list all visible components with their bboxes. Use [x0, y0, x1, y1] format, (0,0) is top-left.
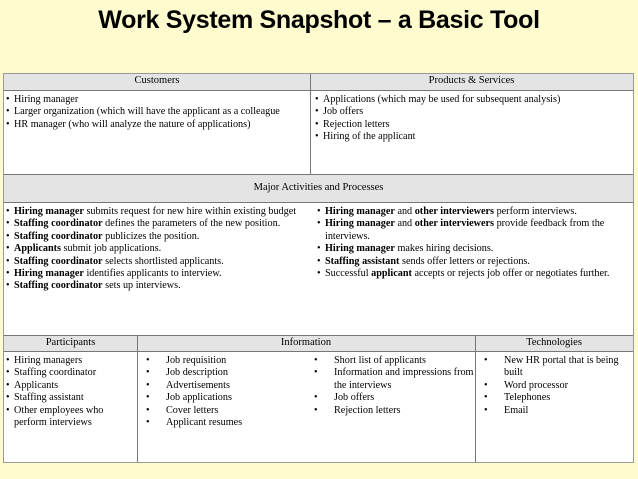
activities-heading: Major Activities and Processes — [253, 182, 384, 193]
information-item: • Job requisition — [138, 355, 306, 367]
activity-item: • Staffing coordinator sets up interviews. — [6, 280, 312, 292]
customer-item: • Hiring manager — [6, 94, 308, 106]
activities-left-list — [6, 206, 312, 293]
technologies-header — [475, 335, 633, 352]
information-col2-cell — [306, 355, 474, 417]
products-list — [315, 94, 631, 144]
customers-cell — [6, 94, 308, 131]
information-item: • Cover letters — [138, 405, 306, 417]
information-item: • Advertisements — [138, 380, 306, 392]
activity-item: • Staffing coordinator publicizes the position. — [6, 231, 312, 243]
customer-item: • HR manager (who will analyze the nature of applications) — [6, 119, 308, 131]
information-col1-cell — [138, 355, 306, 429]
information-col1-list — [138, 355, 306, 429]
product-item: • Job offers — [315, 106, 631, 118]
information-item: • Job description — [138, 367, 306, 379]
activity-item: • Hiring manager and other interviewers provide feedback from the interviews. — [317, 218, 629, 243]
product-item: • Applications (which may be used for subsequent analysis) — [315, 94, 631, 106]
activity-item: • Staffing assistant sends offer letters or rejections. — [317, 256, 629, 268]
products-heading: Products & Services — [428, 75, 515, 86]
products-header — [310, 74, 633, 91]
customers-heading: Customers — [134, 75, 180, 86]
information-item: • Rejection letters — [306, 405, 474, 417]
activities-header — [4, 174, 633, 203]
technologies-list — [476, 355, 632, 417]
activity-item: • Hiring manager identifies applicants to interview. — [6, 268, 312, 280]
information-item: • Applicant resumes — [138, 417, 306, 429]
product-item: • Rejection letters — [315, 119, 631, 131]
information-item: • Information and impressions from the interviews — [306, 367, 474, 392]
technologies-cell — [476, 355, 632, 417]
information-item: • Short list of applicants — [306, 355, 474, 367]
activity-item: • Hiring manager makes hiring decisions. — [317, 243, 629, 255]
slide-title: Work System Snapshot – a Basic Tool — [98, 6, 540, 34]
activities-right-cell — [317, 206, 629, 280]
activities-left-cell — [6, 206, 312, 293]
activity-item: • Staffing coordinator selects shortlisted applicants. — [6, 256, 312, 268]
products-cell — [315, 94, 631, 144]
information-item: • Job applications — [138, 392, 306, 404]
customers-list — [6, 94, 308, 131]
participant-item: • Hiring managers — [6, 355, 136, 367]
participant-item: • Staffing coordinator — [6, 367, 136, 379]
participants-cell — [6, 355, 136, 429]
customer-item: • Larger organization (which will have the applicant as a colleague — [6, 106, 308, 118]
participants-heading: Participants — [45, 337, 96, 348]
participants-list — [6, 355, 136, 429]
information-heading: Information — [280, 337, 332, 348]
participant-item: • Other employees who perform interviews — [6, 405, 136, 430]
technology-item: • New HR portal that is being built — [476, 355, 632, 380]
technology-item: • Telephones — [476, 392, 632, 404]
customers-header — [4, 74, 310, 91]
product-item: • Hiring of the applicant — [315, 131, 631, 143]
technology-item: • Word processor — [476, 380, 632, 392]
technology-item: • Email — [476, 405, 632, 417]
information-col2-list — [306, 355, 474, 417]
participant-item: • Staffing assistant — [6, 392, 136, 404]
snapshot-table — [3, 73, 634, 463]
participant-item: • Applicants — [6, 380, 136, 392]
activity-item: • Hiring manager submits request for new hire within existing budget — [6, 206, 312, 218]
activities-right-list — [317, 206, 629, 280]
activity-item: • Staffing coordinator defines the parameters of the new position. — [6, 218, 312, 230]
technologies-heading: Technologies — [526, 337, 582, 348]
activity-item: • Successful applicant accepts or rejects job offer or negotiates further. — [317, 268, 629, 280]
activity-item: • Hiring manager and other interviewers perform interviews. — [317, 206, 629, 218]
information-header — [137, 335, 475, 352]
information-item: • Job offers — [306, 392, 474, 404]
participants-header — [4, 335, 137, 352]
activity-item: • Applicants submit job applications. — [6, 243, 312, 255]
